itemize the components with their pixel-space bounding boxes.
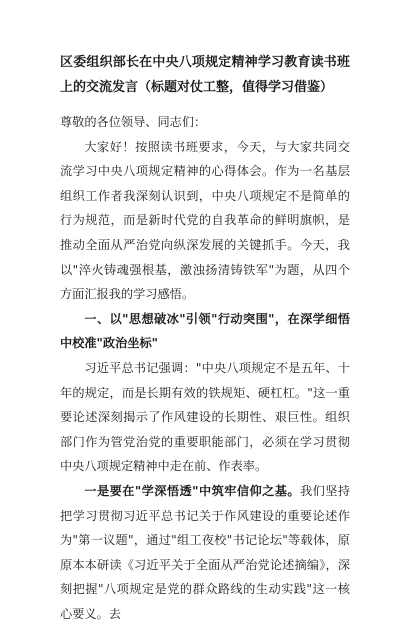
point-1-lead: 一是要在"学深悟透"中筑牢信仰之基。	[84, 483, 300, 498]
intro-paragraph: 大家好！按照读书班要求，今天，与大家共同交流学习中央八项规定精神的心得体会。作为一名基层组织工作者我深刻认识到，中央八项规定不是简单的行为规范，而是新时代党的自我革命的鲜明旗帜，是推动全面从严治党向纵深发展的关键抓手。今天，我以"淬火铸魂强根基，激浊扬清铸铁军"为题，从四个方面汇报我的学习感悟。	[60, 139, 350, 302]
point-1-body: 我们坚持把学习贯彻习近平总书记关于作风建设的重要论述作为"第一议题"，通过"组工夜校"书记论坛"等载体，原原本本研读《习近平关于全面从严治党论述摘编》，深刻把握"八项规定是党的群众路线的生动实践"这一核心要义。去	[60, 483, 351, 621]
greeting: 尊敬的各位领导、同志们：	[60, 115, 207, 129]
document-title: 区委组织部长在中央八项规定精神学习教育读书班上的交流发言（标题对仗工整，值得学习借鉴）	[60, 55, 350, 95]
section-heading-1: 一、以"思想破冰"引领"行动突围"，在深学细悟中校准"政治坐标"	[60, 311, 350, 351]
paragraph-quote: 习近平总书记强调："中央八项规定不是五年、十年的规定，而是长期有效的铁规矩、硬杠杠。"这一重要论述深刻揭示了作风建设的长期性、艰巨性。组织部门作为管党治党的重要职能部门，必须在学习贯彻中央八项规定精神中走在前、作表率。	[60, 360, 350, 474]
paragraph-point-1	[60, 479, 350, 626]
